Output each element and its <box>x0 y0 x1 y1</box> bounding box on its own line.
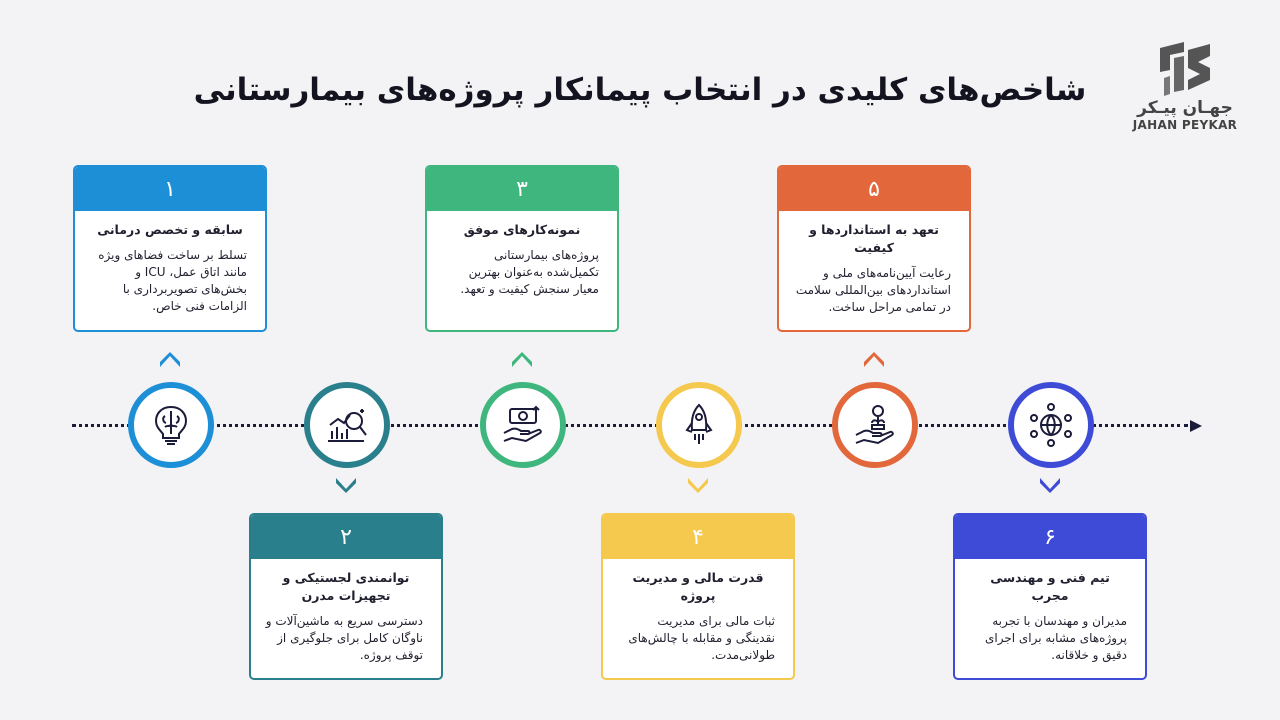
chevron-up-icon <box>511 352 533 368</box>
card-title: تیم فنی و مهندسی مجرب <box>990 570 1110 603</box>
node-5 <box>832 382 918 468</box>
brain-bulb-icon <box>149 403 193 447</box>
card-2 <box>249 513 443 680</box>
node-1 <box>128 382 214 468</box>
timeline-arrow-icon <box>1190 420 1202 432</box>
rocket-icon <box>677 402 721 448</box>
globe-network-icon <box>1028 402 1074 448</box>
node-2 <box>304 382 390 468</box>
card-number: ۱ <box>75 167 265 211</box>
node-4 <box>656 382 742 468</box>
card-3 <box>425 165 619 332</box>
card-number: ۲ <box>251 515 441 559</box>
card-title: توانمندی لجستیکی و تجهیزات مدرن <box>282 570 410 603</box>
card-5 <box>777 165 971 332</box>
node-6 <box>1008 382 1094 468</box>
logo-name-fa: جهـان پیـکر <box>1137 98 1233 118</box>
card-title: نمونه‌کارهای موفق <box>463 222 581 237</box>
node-3 <box>480 382 566 468</box>
card-title: تعهد به استانداردها و کیفیت <box>809 222 939 255</box>
card-number: ۶ <box>955 515 1145 559</box>
card-body: مدیران و مهندسان با تجربه پروژه‌های مشابه برای اجرای دقیق و خلاقانه. <box>984 614 1127 662</box>
card-6 <box>953 513 1147 680</box>
logo <box>1125 40 1245 132</box>
page-title: شاخص‌های کلیدی در انتخاب پیمانکار پروژه‌های بیمارستانی <box>193 72 1087 108</box>
card-1 <box>73 165 267 332</box>
card-body: پروژه‌های بیمارستانی تکمیل‌شده به‌عنوان بهترین معیار سنجش کیفیت و تعهد. <box>460 248 599 296</box>
logo-mark-icon <box>1154 40 1216 96</box>
card-body: ثبات مالی برای مدیریت نقدینگی و مقابله با چالش‌های طولانی‌مدت. <box>628 614 775 662</box>
chevron-down-icon <box>335 477 357 493</box>
chevron-up-icon <box>863 352 885 368</box>
card-number: ۳ <box>427 167 617 211</box>
card-body: رعایت آیین‌نامه‌های ملی و استانداردهای بین‌المللی سلامت در تمامی مراحل ساخت. <box>795 266 951 314</box>
money-hand-icon <box>500 403 546 447</box>
card-4 <box>601 513 795 680</box>
chevron-up-icon <box>159 352 181 368</box>
card-title: قدرت مالی و مدیریت پروژه <box>632 570 764 603</box>
card-body: دسترسی سریع به ماشین‌آلات و ناوگان کامل برای جلوگیری از توقف پروژه. <box>265 614 423 662</box>
chart-analysis-icon <box>324 403 370 447</box>
chevron-down-icon <box>687 477 709 493</box>
card-body: تسلط بر ساخت فضاهای ویژه مانند اتاق عمل، ICU و بخش‌های تصویربرداری با الزامات فنی خاص. <box>98 248 247 313</box>
coin-hand-icon <box>852 403 898 447</box>
card-number: ۵ <box>779 167 969 211</box>
card-title: سابقه و تخصص درمانی <box>97 222 243 237</box>
chevron-down-icon <box>1039 477 1061 493</box>
logo-name-en: JAHAN PEYKAR <box>1132 118 1238 132</box>
card-number: ۴ <box>603 515 793 559</box>
